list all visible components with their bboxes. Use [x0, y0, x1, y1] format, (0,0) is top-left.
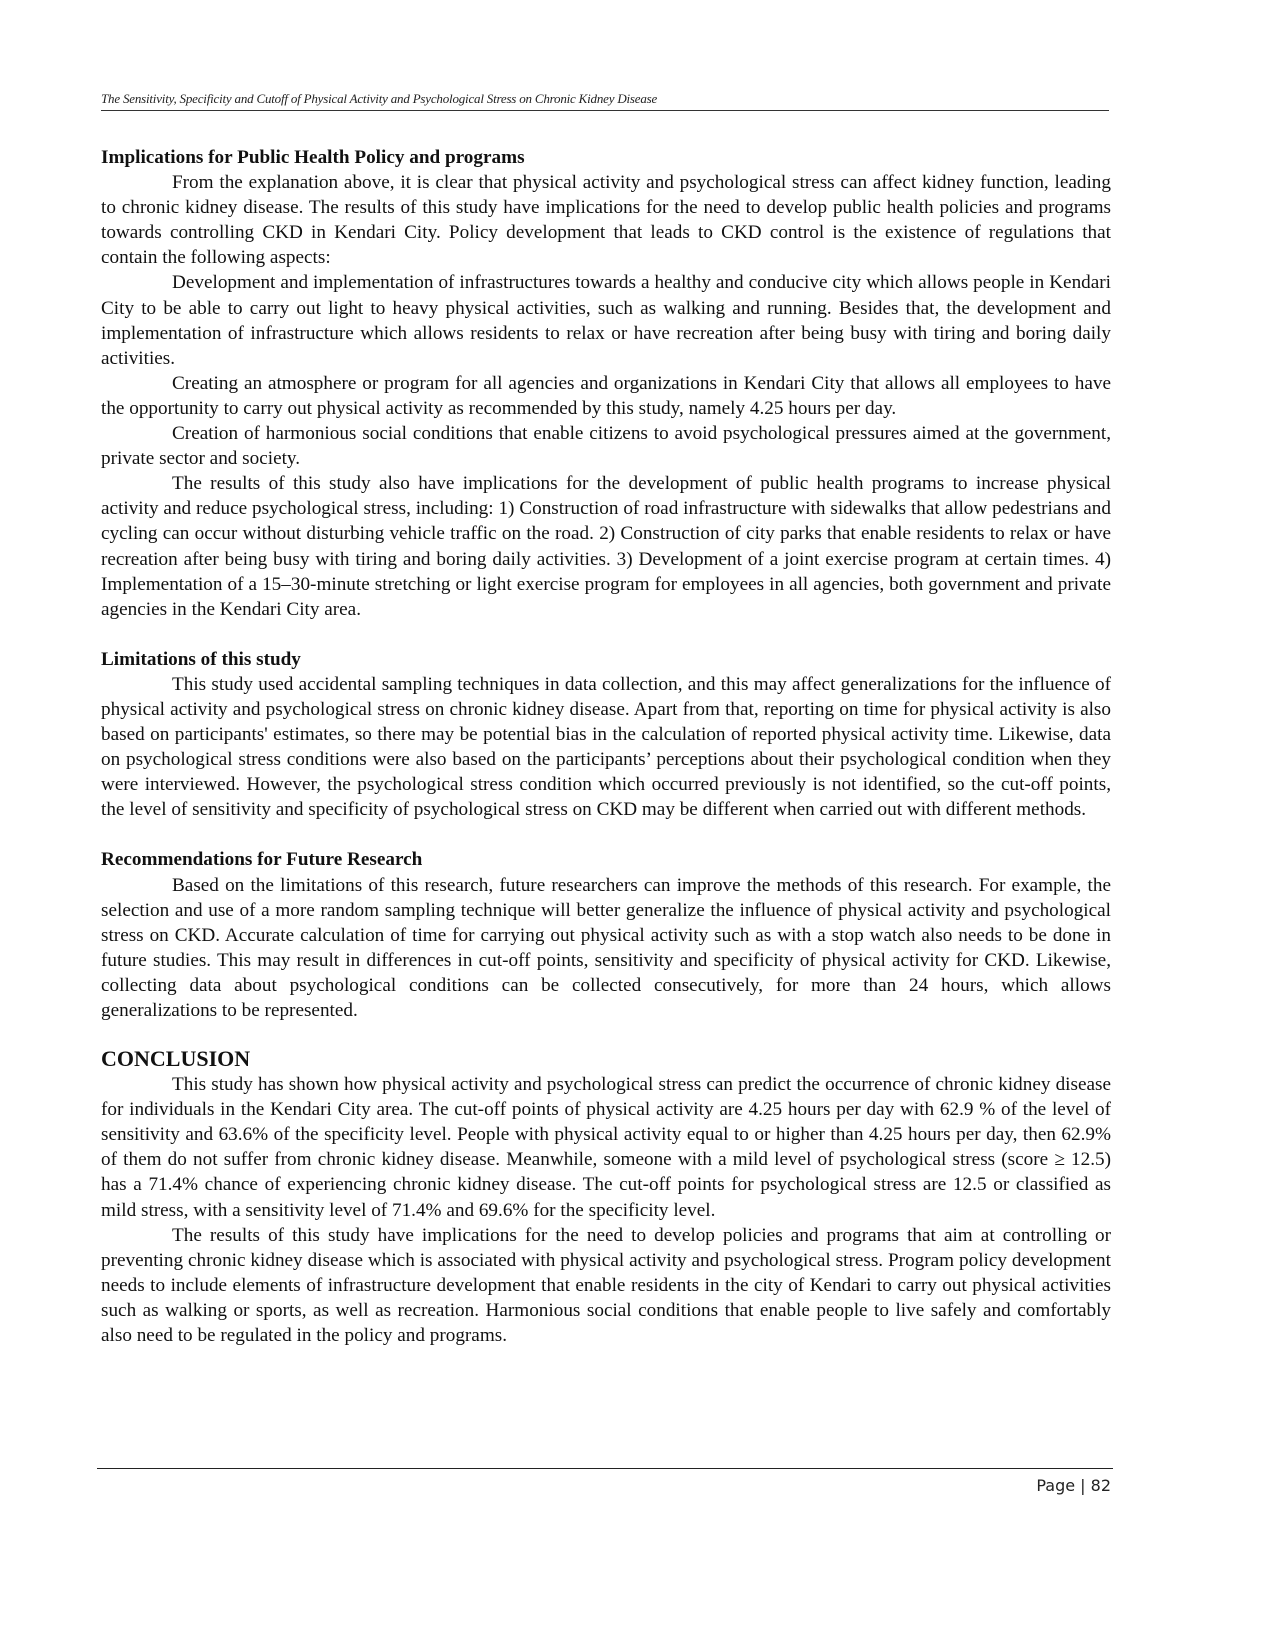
paragraph: The results of this study have implications for the need to develop policies and programs that aim at controlling or preventing chronic kidney disease which is associated with physical activity and psychological stress. Program policy development needs to include elements of infrastructure development that enable residents in the city of Kendari to carry out physical activities such as walking or sports, as well as recreation. Harmonious social conditions that enable people to live safely and comfortably also need to be regulated in the policy and programs.: [101, 1224, 1111, 1347]
header-rule: [101, 110, 1109, 111]
paragraph: From the explanation above, it is clear that physical activity and psychological stress can affect kidney function, leading to chronic kidney disease. The results of this study have implications for the need to develop public health policies and programs towards controlling CKD in Kendari City. Policy development that leads to CKD control is the existence of regulations that contain the following aspects:: [101, 172, 1111, 269]
paragraph: Development and implementation of infrastructures towards a healthy and conducive city which allows people in Kendari City to be able to carry out light to heavy physical activities, such as walking and running. Besides that, the development and implementation of infrastructure which allows residents to relax or have recreation after being busy with tiring and boring daily activities.: [101, 272, 1111, 369]
implications-section: [101, 145, 1111, 622]
section-heading-conclusion: CONCLUSION: [101, 1046, 251, 1072]
paragraph: The results of this study also have implications for the development of public health programs to increase physical activity and reduce psychological stress, including: 1) Construction of road infrastructure with sidewalks that allow pedestrians and cycling can occur without disturbing vehicle traffic on the road. 2) Construction of city parks that enable residents to relax or have recreation after being busy with tiring and boring daily activities. 3) Development of a joint exercise program at certain times. 4) Implementation of a 15–30-minute stretching or light exercise program for employees in all agencies, both government and private agencies in the Kendari City area.: [101, 473, 1111, 620]
paragraph: This study has shown how physical activity and psychological stress can predict the occurrence of chronic kidney disease for individuals in the Kendari City area. The cut-off points of physical activity are 4.25 hours per day with 62.9 % of the level of sensitivity and 63.6% of the specificity level. People with physical activity equal to or higher than 4.25 hours per day, then 62.9% of them do not suffer from chronic kidney disease. Meanwhile, someone with a mild level of psychological stress (score ≥ 12.5) has a 71.4% chance of experiencing chronic kidney disease. The cut-off points for psychological stress are 12.5 or classified as mild stress, with a sensitivity level of 71.4% and 69.6% for the specificity level.: [101, 1074, 1111, 1221]
section-heading-limitations: Limitations of this study: [101, 648, 301, 670]
paragraph: Based on the limitations of this research, future researchers can improve the methods of this research. For example, the selection and use of a more random sampling technique will better generalize the influence of physical activity and psychological stress on CKD. Accurate calculation of time for carrying out physical activity such as with a stop watch also needs to be done in future studies. This may result in differences in cut-off points, sensitivity and specificity of physical activity for CKD. Likewise, collecting data about psychological conditions can be collected consecutively, for more than 24 hours, which allows generalizations to be represented.: [101, 874, 1111, 1021]
running-header-title: The Sensitivity, Specificity and Cutoff of Physical Activity and Psychological Stress on Chronic Kidney Disease: [101, 91, 658, 106]
section-heading-implications: Implications for Public Health Policy and programs: [101, 147, 525, 168]
footer-rule: [97, 1468, 1113, 1469]
paragraph: This study used accidental sampling techniques in data collection, and this may affect generalizations for the influence of physical activity and psychological stress on chronic kidney disease. Apart from that, reporting on time for physical activity is also based on participants' estimates, so there may be potential bias in the calculation of reported physical activity time. Likewise, data on psychological stress conditions were also based on the participants’ perceptions about their psychological condition when they were interviewed. However, the psychological stress condition which occurred previously is not identified, so the cut-off points, the level of sensitivity and specificity of psychological stress on CKD may be different when carried out with different methods.: [101, 673, 1111, 821]
recommendations-section: [101, 847, 1111, 1023]
paragraph: Creating an atmosphere or program for all agencies and organizations in Kendari City that allows all employees to have the opportunity to carry out physical activity as recommended by this study, namely 4.25 hours per day.: [101, 372, 1111, 419]
limitations-section: [101, 647, 1111, 823]
paragraph: Creation of harmonious social conditions that enable citizens to avoid psychological pressures aimed at the government, private sector and society.: [101, 423, 1111, 470]
section-heading-recommendations: Recommendations for Future Research: [101, 849, 423, 871]
page-body: [101, 145, 1111, 1348]
page-number: Page | 82: [1036, 1476, 1111, 1495]
conclusion-section: [101, 1045, 1111, 1348]
